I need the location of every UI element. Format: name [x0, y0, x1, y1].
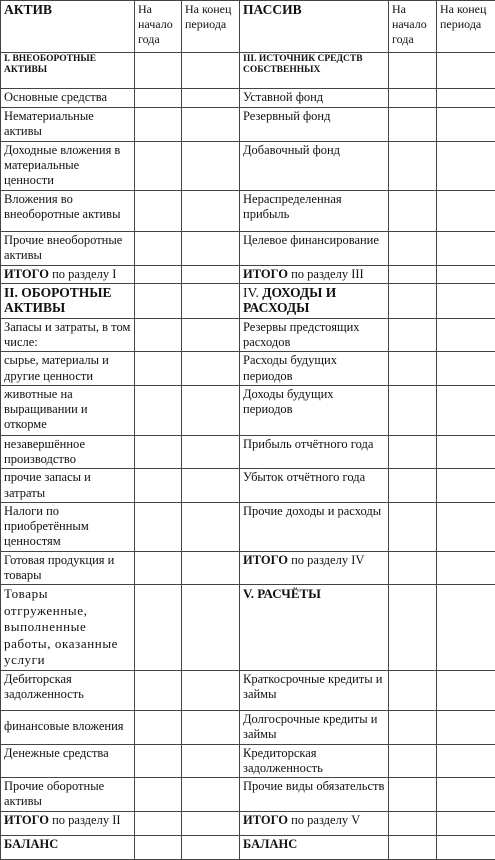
total-row — [1, 811, 495, 835]
table-row — [1, 670, 495, 710]
value-cell[interactable] — [135, 352, 182, 386]
total-word: ИТОГО — [4, 267, 49, 281]
total-word: ИТОГО — [243, 267, 288, 281]
value-cell[interactable] — [182, 585, 240, 671]
table-row — [1, 190, 495, 231]
value-cell[interactable] — [182, 670, 240, 710]
value-cell[interactable] — [389, 551, 437, 585]
balance-label-left: БАЛАНС — [1, 835, 135, 859]
value-cell[interactable] — [437, 318, 495, 352]
value-cell[interactable] — [182, 778, 240, 812]
value-cell[interactable] — [437, 89, 495, 108]
row-label-right: Прочие доходы и расходы — [240, 502, 389, 551]
value-cell[interactable] — [389, 744, 437, 778]
value-cell[interactable] — [437, 469, 495, 503]
value-cell[interactable] — [182, 231, 240, 265]
value-cell[interactable] — [437, 585, 495, 671]
value-cell[interactable] — [135, 190, 182, 231]
row-label-left: Запасы и затраты, в том числе: — [1, 318, 135, 352]
value-cell[interactable] — [182, 108, 240, 142]
total-word: ИТОГО — [243, 553, 288, 567]
value-cell[interactable] — [437, 670, 495, 710]
section-header-right: V. РАСЧЁТЫ — [240, 585, 389, 671]
value-cell[interactable] — [182, 283, 240, 318]
row-label-left: Дебиторская задолженность — [1, 670, 135, 710]
total-word: ИТОГО — [4, 813, 49, 827]
row-label-left: Основные средства — [1, 89, 135, 108]
value-cell[interactable] — [135, 89, 182, 108]
row-label-left: Нематериальные активы — [1, 108, 135, 142]
passiv-header: ПАССИВ — [240, 1, 389, 53]
value-cell[interactable] — [437, 811, 495, 835]
row-label-left: Готовая продукция и товары — [1, 551, 135, 585]
row-label-right: Прочие виды обязательств — [240, 778, 389, 812]
section-header-right: III. ИСТОЧНИК СРЕДСТВ СОБСТВЕННЫХ — [240, 53, 389, 89]
value-cell[interactable] — [437, 265, 495, 283]
row-label-right: Резервный фонд — [240, 108, 389, 142]
total-word: ИТОГО — [243, 813, 288, 827]
value-cell[interactable] — [437, 710, 495, 744]
value-cell[interactable] — [182, 352, 240, 386]
row-label-right: Расходы будущих периодов — [240, 352, 389, 386]
value-cell[interactable] — [389, 585, 437, 671]
start-period-header: На начало года — [135, 1, 182, 53]
section-number: IV. — [243, 285, 262, 300]
value-cell[interactable] — [182, 53, 240, 89]
row-label-left: Товары отгруженные, выполненные работы, оказанные услуги — [1, 585, 135, 671]
value-cell[interactable] — [135, 283, 182, 318]
row-label-left: Доходные вложения в материальные ценности — [1, 141, 135, 190]
table-row — [1, 283, 495, 318]
value-cell[interactable] — [437, 53, 495, 89]
section-header-left: II. ОБОРОТНЫЕ АКТИВЫ — [1, 283, 135, 318]
value-cell[interactable] — [389, 108, 437, 142]
row-label-right: Убыток отчётного года — [240, 469, 389, 503]
row-label-right: Целевое финансирование — [240, 231, 389, 265]
table-row — [1, 385, 495, 435]
value-cell[interactable] — [182, 435, 240, 469]
value-cell[interactable] — [437, 385, 495, 435]
total-section: по разделу I — [49, 267, 116, 281]
value-cell[interactable] — [437, 835, 495, 859]
row-label-right: Доходы будущих периодов — [240, 385, 389, 435]
value-cell[interactable] — [437, 551, 495, 585]
value-cell[interactable] — [182, 89, 240, 108]
row-label-left: сырье, материалы и другие ценности — [1, 352, 135, 386]
value-cell[interactable] — [182, 318, 240, 352]
row-label-left: прочие запасы и затраты — [1, 469, 135, 503]
value-cell[interactable] — [389, 385, 437, 435]
value-cell[interactable] — [182, 811, 240, 835]
total-section: по разделу II — [49, 813, 121, 827]
total-section: по разделу III — [288, 267, 364, 281]
row-label-left: Прочие внеоборотные активы — [1, 231, 135, 265]
table-row — [1, 108, 495, 142]
value-cell[interactable] — [437, 141, 495, 190]
row-label-right: Нераспределенная прибыль — [240, 190, 389, 231]
value-cell[interactable] — [182, 385, 240, 435]
value-cell[interactable] — [182, 469, 240, 503]
row-label-right: Прибыль отчётного года — [240, 435, 389, 469]
value-cell[interactable] — [437, 190, 495, 231]
value-cell[interactable] — [182, 710, 240, 744]
value-cell[interactable] — [437, 231, 495, 265]
value-cell[interactable] — [437, 108, 495, 142]
value-cell[interactable] — [182, 551, 240, 585]
value-cell[interactable] — [389, 435, 437, 469]
value-cell[interactable] — [135, 585, 182, 671]
table-row — [1, 318, 495, 352]
value-cell[interactable] — [182, 835, 240, 859]
balance-row — [1, 835, 495, 859]
start-period-header-right: На начало года — [389, 1, 437, 53]
table-row — [1, 469, 495, 503]
value-cell[interactable] — [182, 502, 240, 551]
value-cell[interactable] — [437, 502, 495, 551]
value-cell[interactable] — [135, 469, 182, 503]
value-cell[interactable] — [437, 352, 495, 386]
value-cell[interactable] — [135, 141, 182, 190]
value-cell[interactable] — [389, 670, 437, 710]
value-cell[interactable] — [437, 435, 495, 469]
total-section: по разделу V — [288, 813, 360, 827]
value-cell[interactable] — [182, 190, 240, 231]
value-cell[interactable] — [389, 710, 437, 744]
value-cell[interactable] — [182, 265, 240, 283]
row-label-right: Долгосрочные кредиты и займы — [240, 710, 389, 744]
section-title: ДОХОДЫ И РАСХОДЫ — [243, 285, 336, 316]
value-cell[interactable] — [135, 502, 182, 551]
table-row — [1, 502, 495, 551]
value-cell[interactable] — [182, 141, 240, 190]
total-label-left — [1, 811, 135, 835]
row-label-left: Денежные средства — [1, 744, 135, 778]
table-row — [1, 710, 495, 744]
row-label-right: Краткосрочные кредиты и займы — [240, 670, 389, 710]
table-row — [1, 778, 495, 812]
value-cell[interactable] — [389, 283, 437, 318]
value-cell[interactable] — [437, 778, 495, 812]
value-cell[interactable] — [389, 835, 437, 859]
value-cell[interactable] — [135, 265, 182, 283]
value-cell[interactable] — [135, 551, 182, 585]
value-cell[interactable] — [389, 318, 437, 352]
value-cell[interactable] — [135, 710, 182, 744]
value-cell[interactable] — [389, 231, 437, 265]
table-row — [1, 89, 495, 108]
value-cell[interactable] — [135, 835, 182, 859]
section-header-right — [240, 283, 389, 318]
value-cell[interactable] — [437, 744, 495, 778]
value-cell[interactable] — [389, 502, 437, 551]
total-row — [1, 265, 495, 283]
balance-label-right: БАЛАНС — [240, 835, 389, 859]
row-label-left: финансовые вложения — [1, 710, 135, 744]
value-cell[interactable] — [389, 352, 437, 386]
value-cell[interactable] — [437, 283, 495, 318]
row-label-left: Налоги по приобретённым ценностям — [1, 502, 135, 551]
row-label-left: животные на выращивании и откорме — [1, 385, 135, 435]
value-cell[interactable] — [135, 670, 182, 710]
table-row — [1, 231, 495, 265]
end-period-header: На конец периода — [182, 1, 240, 53]
table-row — [1, 435, 495, 469]
value-cell[interactable] — [135, 53, 182, 89]
value-cell[interactable] — [135, 744, 182, 778]
row-label-left: Прочие оборотные активы — [1, 778, 135, 812]
row-label-right: Резервы предстоящих расходов — [240, 318, 389, 352]
total-label-right — [240, 811, 389, 835]
table-row — [1, 585, 495, 671]
value-cell[interactable] — [389, 469, 437, 503]
table-row — [1, 53, 495, 89]
value-cell[interactable] — [389, 89, 437, 108]
value-cell[interactable] — [389, 141, 437, 190]
total-label-left — [1, 265, 135, 283]
value-cell[interactable] — [182, 744, 240, 778]
value-cell[interactable] — [135, 318, 182, 352]
row-label-right: Кредиторская задолженность — [240, 744, 389, 778]
value-cell[interactable] — [389, 190, 437, 231]
value-cell[interactable] — [135, 811, 182, 835]
value-cell[interactable] — [389, 265, 437, 283]
table-row — [1, 141, 495, 190]
header-row — [1, 1, 495, 53]
row-label-right: Добавочный фонд — [240, 141, 389, 190]
value-cell[interactable] — [135, 231, 182, 265]
value-cell[interactable] — [389, 778, 437, 812]
value-cell[interactable] — [135, 108, 182, 142]
section-header-left: I. ВНЕОБОРОТНЫЕ АКТИВЫ — [1, 53, 135, 89]
end-period-header-right: На конец периода — [437, 1, 495, 53]
total-label-right — [240, 265, 389, 283]
value-cell[interactable] — [135, 778, 182, 812]
table-row — [1, 352, 495, 386]
row-label-left: незавершённое производство — [1, 435, 135, 469]
table-row — [1, 551, 495, 585]
row-label-left: Вложения во внеоборотные активы — [1, 190, 135, 231]
aktiv-header: АКТИВ — [1, 1, 135, 53]
value-cell[interactable] — [389, 811, 437, 835]
total-section: по разделу IV — [288, 553, 364, 567]
row-label-right: Уставной фонд — [240, 89, 389, 108]
value-cell[interactable] — [135, 385, 182, 435]
value-cell[interactable] — [135, 435, 182, 469]
value-cell[interactable] — [389, 53, 437, 89]
total-label-right — [240, 551, 389, 585]
table-row — [1, 744, 495, 778]
